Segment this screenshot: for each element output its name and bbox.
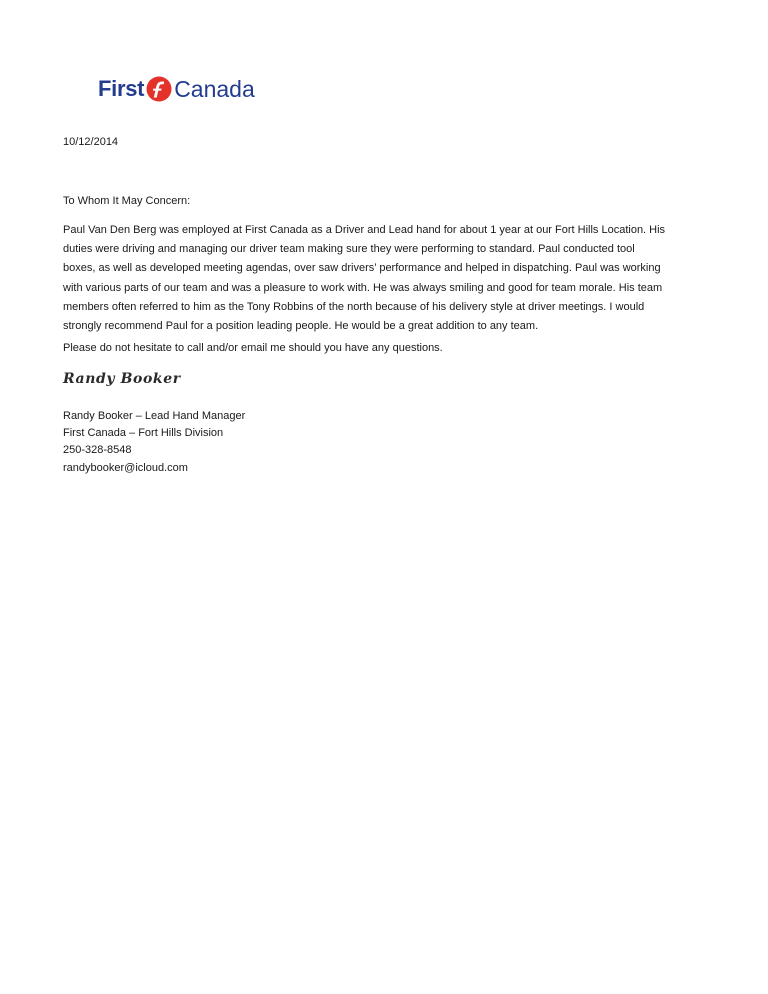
- letter-date: 10/12/2014: [63, 136, 119, 148]
- body-line: with various parts of our team and was a pleasure to work with. He was always smiling and good for team morale. His team: [63, 281, 663, 294]
- logo-canada-text: Canada: [174, 75, 255, 102]
- contact-block: [63, 408, 245, 477]
- letter-body-paragraph: [63, 221, 713, 336]
- contact-name-title: Randy Booker – Lead Hand Manager: [63, 410, 246, 422]
- contact-email: randybooker@icloud.com: [63, 461, 188, 474]
- closing-sentence: Please do not hesitate to call and/or email me should you have any questions.: [63, 342, 443, 354]
- contact-phone: 250-328-8548: [63, 444, 132, 457]
- salutation: To Whom It May Concern:: [63, 195, 191, 207]
- company-logo: [98, 74, 255, 104]
- logo-first-text: First: [98, 76, 145, 101]
- contact-company-division: First Canada – Fort Hills Division: [63, 427, 224, 440]
- first-f-logo-icon: [146, 76, 172, 102]
- body-line: Paul Van Den Berg was employed at First Canada as a Driver and Lead hand for about 1 year at our Fort Hills Location. His: [63, 224, 666, 236]
- body-line: members often referred to him as the Tony Robbins of the north because of his delivery style at driver meetings. I would: [63, 300, 645, 313]
- body-line: strongly recommend Paul for a position leading people. He would be a great addition to any team.: [63, 320, 539, 333]
- handwritten-signature: Randy Booker: [63, 371, 181, 387]
- body-line: duties were driving and managing our driver team making sure they were performing to standard. Paul conducted tool: [63, 243, 635, 256]
- body-line: boxes, as well as developed meeting agendas, over saw drivers’ performance and helped in dispatching. Paul was working: [63, 262, 661, 275]
